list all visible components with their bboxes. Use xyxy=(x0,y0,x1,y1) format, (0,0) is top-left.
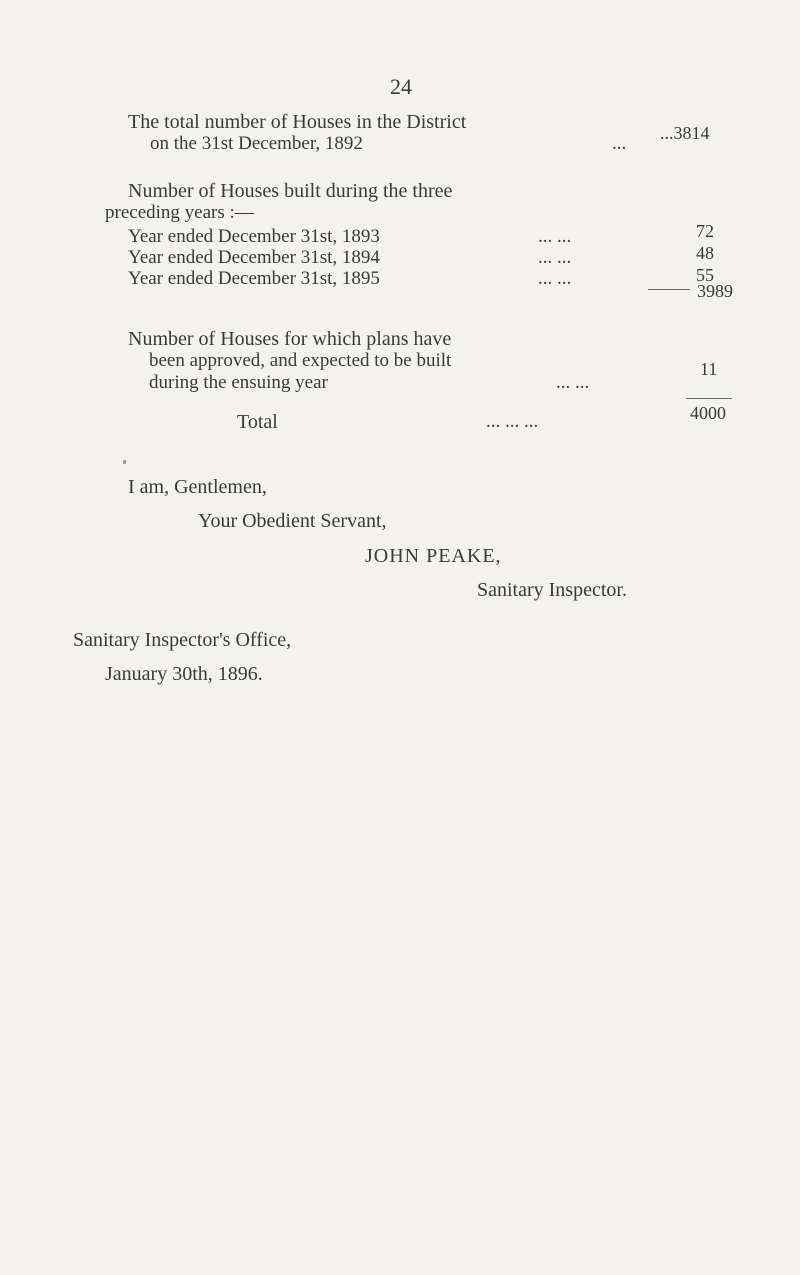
houses-built-row-value: 55 xyxy=(696,265,714,285)
signatory-title: Sanitary Inspector. xyxy=(477,579,627,601)
houses-built-row-leaders: ... ... xyxy=(538,247,572,268)
plans-approved-value: 11 xyxy=(700,359,718,379)
plans-approved-line3: during the ensuing year xyxy=(149,372,328,393)
houses-built-row-label: Year ended December 31st, 1895 xyxy=(128,268,380,289)
houses-built-row-leaders: ... ... xyxy=(538,226,572,247)
houses-built-row-label: Year ended December 31st, 1894 xyxy=(128,247,380,268)
office-address: Sanitary Inspector's Office, xyxy=(73,629,292,651)
signatory-name: JOHN PEAKE, xyxy=(365,545,502,567)
houses-built-row-leaders: ... ... xyxy=(538,268,572,289)
plans-approved-line2: been approved, and expected to be built xyxy=(149,350,452,371)
total-leaders: ... ... ... xyxy=(486,411,539,432)
total-rule xyxy=(686,398,732,399)
houses-built-heading-line1: Number of Houses built during the three xyxy=(128,180,453,202)
houses-built-subtotal: 3989 xyxy=(697,281,733,301)
closing-servant: Your Obedient Servant, xyxy=(198,510,387,532)
total-value: 4000 xyxy=(690,403,726,423)
plans-approved-line1: Number of Houses for which plans have xyxy=(128,328,452,350)
page-number: 24 xyxy=(390,74,412,99)
total-label: Total xyxy=(237,411,278,433)
ink-speck xyxy=(123,460,126,464)
total-houses-value: ...3814 xyxy=(660,123,710,143)
plans-approved-leaders: ... ... xyxy=(556,372,590,393)
total-houses-line2: on the 31st December, 1892 xyxy=(150,133,363,154)
total-houses-leaders: ... xyxy=(612,133,627,154)
subtotal-rule xyxy=(648,289,690,290)
total-houses-line1: The total number of Houses in the District xyxy=(128,111,467,133)
houses-built-heading-line2: preceding years :— xyxy=(105,202,254,223)
houses-built-row-label: Year ended December 31st, 1893 xyxy=(128,226,380,247)
closing-salutation: I am, Gentlemen, xyxy=(128,476,267,498)
letter-date: January 30th, 1896. xyxy=(105,663,263,685)
houses-built-row-value: 72 xyxy=(696,221,714,241)
houses-built-row-value: 48 xyxy=(696,243,714,263)
